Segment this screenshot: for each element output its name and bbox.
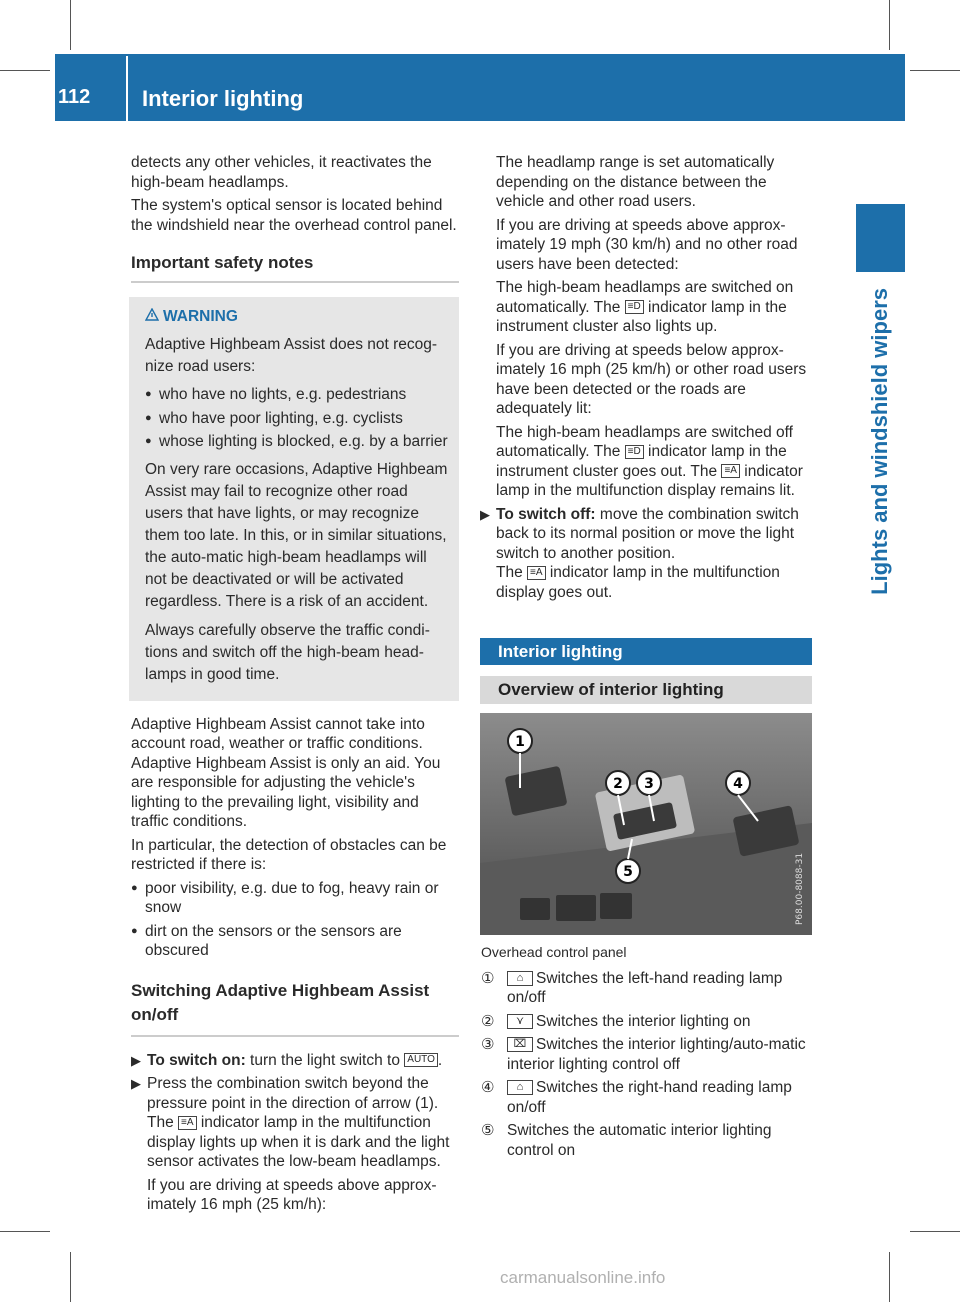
bullet-icon: ● [131,881,138,894]
page-title: Interior lighting [142,86,304,111]
left-column [131,153,459,1219]
warning-box [129,297,459,701]
crop-mark [889,1252,890,1302]
body-text: If you are driving at speeds above approx-imately 19 mph (30 km/h) and no other road users have been detected: [496,216,798,273]
photo-code: P68.00-8088-31 [795,852,805,925]
step-text: Press the combination switch beyond the pressure point in the direction of arrow [147,1075,429,1112]
legend-list [481,969,812,1161]
list-item [131,879,459,918]
legend-number: ⑤ [481,1122,495,1139]
callout-3: 3 [644,776,654,792]
page-number: 112 [58,86,91,108]
divider [131,281,459,283]
step-arrow-icon: ▶ [131,1052,141,1068]
reading-lamp-icon: ⌂ [507,1080,533,1095]
legend-text: Switches the automatic interior lighting control on [507,1122,772,1159]
list-item [145,385,449,405]
chapter-tab [856,204,905,272]
bullet-icon: ● [145,411,152,424]
legend-number: ③ [481,1036,495,1053]
callout-ref: (1) [414,1094,434,1112]
header-divider [126,56,128,121]
subsection-title: Overview of interior lighting [480,676,812,704]
instruction-step [131,1074,459,1172]
section-title: Interior lighting [480,638,812,665]
callout-4: 4 [733,776,743,792]
bullet-text: who have no lights, e.g. pedestrians [159,386,407,403]
step-text: . [437,1051,443,1069]
legend-text: Switches the right-hand reading lamp on/off [507,1079,792,1116]
adaptive-highbeam-indicator-icon: ≡A [527,566,546,580]
text-fragment: indicator lamp in the instrument cluster goes out. The [496,443,787,480]
crop-mark [0,1231,50,1232]
interior-light-off-icon: ⌧ [507,1037,533,1052]
step-text: indicator lamp in the multifunction display lights up when it is dark and the light sensor activates the low-beam headlamps. [147,1114,450,1170]
overhead-panel-photo [480,713,812,935]
body-text [496,423,812,501]
legend-text: Switches the interior lighting on [536,1012,751,1030]
callout-number: 1 [420,1094,429,1112]
step-arrow-icon: ▶ [480,506,490,522]
crop-mark [0,70,50,71]
legend-text: Switches the interior lighting/auto-matic interior lighting control off [507,1036,806,1073]
warning-lead: Adaptive Highbeam Assist does not recog-nize road users: [145,336,438,375]
safety-heading: Important safety notes [131,253,314,272]
warning-title-text: WARNING [163,307,238,325]
crop-mark [70,0,71,50]
callout-5: 5 [623,864,633,880]
adaptive-highbeam-indicator-icon: ≡A [178,1116,197,1130]
bullet-text: dirt on the sensors or the sensors are obscured [145,922,402,959]
text-fragment: The high-beam headlamps are switched off automatically. The [496,423,793,460]
body-text: The headlamp range is set automatically depending on the distance between the vehicle and other road users. [496,154,775,210]
crop-mark [889,0,890,50]
list-item [145,432,449,452]
text-fragment: The high-beam headlamps are switched on automatically. The [496,279,794,316]
step-text: . The [147,1094,439,1131]
chapter-label: Lights and windshield wipers [867,288,892,595]
callout-2: 2 [613,776,623,792]
legend-text: Switches the left-hand reading lamp on/off [507,969,783,1006]
callout-1: 1 [515,734,525,750]
step-label: To switch off: [496,505,596,523]
step-arrow-icon: ▶ [131,1076,141,1091]
bullet-icon: ● [145,388,152,400]
legend-item [481,1012,812,1032]
bullet-text: poor visibility, e.g. due to fog, heavy rain or snow [145,879,439,916]
sensor-text: The system's optical sensor is located behind the windshield near the overhead control panel. [131,197,457,234]
switch-heading: Switching Adaptive Highbeam Assist on/off [131,980,430,1024]
warning-triangle-icon [145,307,163,327]
step-text: indicator lamp in the multifunction display goes out. [496,564,780,601]
divider [131,1035,459,1037]
body-text: In particular, the detection of obstacles can be restricted if there is: [131,836,447,873]
legend-item [481,1078,812,1117]
bullet-text: whose lighting is blocked, e.g. by a barrier [159,433,448,450]
crop-mark [70,1252,71,1302]
warning-title [145,307,449,327]
interior-light-on-icon: ⋎ [507,1014,533,1029]
bullet-icon: ● [145,435,152,447]
intro-text: detects any other vehicles, it reactivates the high-beam headlamps. [131,154,432,191]
step-text: move the combination switch back to its normal position or move the light switch to another position. [496,505,799,562]
high-beam-indicator-icon: ≡D [625,300,644,314]
reading-lamp-icon: ⌂ [507,971,533,986]
crop-mark [910,1231,960,1232]
watermark: carmanualsonline.info [500,1268,666,1287]
auto-symbol: AUTO [404,1053,438,1067]
warning-advice: Always carefully observe the traffic condi-tions and switch off the high-beam head-lamps in good time. [145,621,430,683]
high-beam-indicator-icon: ≡D [625,445,644,459]
adaptive-highbeam-indicator-icon: ≡A [721,464,740,478]
crop-mark [910,70,960,71]
legend-number: ① [481,969,495,987]
legend-item [481,1035,812,1074]
instruction-step [131,1051,459,1071]
bullet-text: who have poor lighting, e.g. cyclists [159,409,403,427]
warning-text: On very rare occasions, Adaptive Highbeam Assist may fail to recognize other road users that have lights, or may recognize them too late. In this, or in similar situations, the auto-matic high-beam headlamps will not be deactivated or will be activated regardless. There is a risk of an accident. [145,460,448,610]
bullet-icon: ● [131,924,138,937]
step-text: turn the light switch to [250,1051,400,1069]
legend-number: ④ [481,1079,495,1096]
list-item [145,409,449,429]
right-column [480,153,812,1164]
body-text: If you are driving at speeds below approx-imately 16 mph (25 km/h) or other road users have been detected or the roads are adequately lit: [496,341,807,417]
text-fragment: indicator lamp in the multifunction display remains lit. [496,462,803,499]
legend-item [481,1121,812,1160]
step-label: To switch on: [147,1051,246,1069]
list-item [131,922,459,961]
step-text: The [496,564,523,581]
photo-caption: Overhead control panel [481,944,627,960]
instruction-step [480,505,812,603]
step-detail: If you are driving at speeds above approx-imately 16 mph (25 km/h): [147,1176,437,1213]
text-fragment: indicator lamp in the instrument cluster also lights up. [496,298,787,335]
body-text: Adaptive Highbeam Assist cannot take into account road, weather or traffic conditions. Adaptive Highbeam Assist is only an aid. You are responsible for adjusting the vehicle's lighting to the prevailing light, visibility and traffic conditions. [131,715,441,830]
legend-item [481,969,812,1008]
legend-number: ② [481,1012,495,1030]
body-text [496,278,812,337]
